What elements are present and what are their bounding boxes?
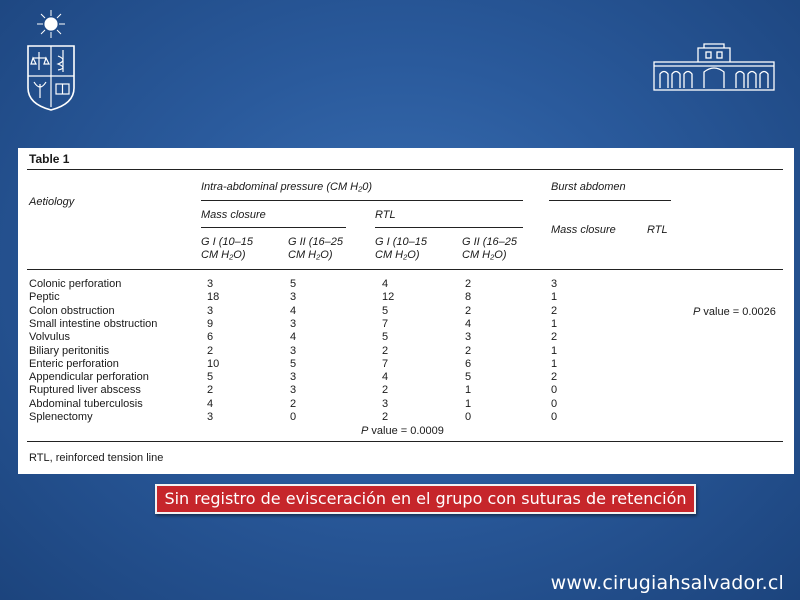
iap-header: Intra-abdominal pressure (CM H₂0) bbox=[201, 181, 373, 193]
row-label: Abdominal tuberculosis bbox=[29, 397, 143, 410]
row-value: 2 bbox=[465, 344, 472, 357]
row-label: Biliary peritonitis bbox=[29, 344, 110, 357]
table-bottom-rule bbox=[27, 441, 783, 442]
table-card bbox=[18, 148, 794, 474]
row-label: Volvulus bbox=[29, 331, 70, 344]
row-value: 4 bbox=[290, 331, 297, 344]
group-header bbox=[288, 236, 343, 262]
group-header-line: CM H₂O) bbox=[462, 249, 507, 261]
p-value-iap-text: value = 0.0009 bbox=[371, 425, 444, 437]
row-value: 10 bbox=[207, 357, 220, 370]
group-header bbox=[375, 236, 427, 262]
group-header-line: CM H₂O) bbox=[288, 249, 333, 261]
group-header bbox=[462, 236, 517, 262]
p-value-iap bbox=[361, 425, 444, 437]
row-value: 2 bbox=[382, 384, 389, 397]
row-value: 7 bbox=[382, 357, 389, 370]
row-value: 0 bbox=[551, 397, 558, 410]
row-value: 1 bbox=[551, 291, 558, 304]
row-value: 3 bbox=[465, 331, 472, 344]
row-value: 5 bbox=[207, 371, 214, 384]
row-value: 5 bbox=[465, 371, 472, 384]
row-value: 4 bbox=[207, 397, 214, 410]
row-value: 3 bbox=[290, 371, 297, 384]
burst-abdomen-header: Burst abdomen bbox=[551, 181, 626, 193]
row-value: 2 bbox=[551, 304, 558, 317]
row-value: 2 bbox=[465, 278, 472, 290]
row-value: 8 bbox=[465, 291, 472, 304]
row-value: 2 bbox=[290, 397, 297, 410]
row-value: 3 bbox=[290, 384, 297, 397]
rtl-label: RTL bbox=[375, 209, 396, 221]
row-value: 5 bbox=[290, 357, 297, 370]
row-value: 7 bbox=[382, 317, 389, 330]
row-value: 1 bbox=[551, 344, 558, 357]
row-value: 5 bbox=[382, 304, 389, 317]
website-url: www.cirugiahsalvador.cl bbox=[550, 572, 784, 594]
row-label: Peptic bbox=[29, 291, 60, 304]
group-header-line: G I (10–15 bbox=[375, 236, 427, 248]
row-label: Enteric perforation bbox=[29, 357, 119, 370]
row-value: 3 bbox=[290, 291, 297, 304]
burst-mass-closure-label: Mass closure bbox=[551, 224, 616, 236]
row-label: Colon obstruction bbox=[29, 304, 115, 317]
row-value: 18 bbox=[207, 291, 220, 304]
mass-closure-rule bbox=[201, 227, 346, 228]
row-value: 3 bbox=[207, 278, 214, 290]
group-header-line: G I (10–15 bbox=[201, 236, 253, 248]
row-value: 0 bbox=[551, 411, 558, 423]
row-value: 2 bbox=[207, 384, 214, 397]
row-value: 4 bbox=[382, 278, 389, 290]
row-value: 2 bbox=[382, 344, 389, 357]
group-header-line: G II (16–25 bbox=[462, 236, 518, 248]
conclusion-banner: Sin registro de evisceración en el grupo con suturas de retención bbox=[155, 484, 696, 514]
p-value-burst-text: value = 0.0026 bbox=[703, 306, 776, 318]
aetiology-header: Aetiology bbox=[29, 196, 75, 208]
row-value: 5 bbox=[382, 331, 389, 344]
row-value: 5 bbox=[290, 278, 297, 290]
burst-rtl-label: RTL bbox=[647, 224, 668, 236]
row-value: 1 bbox=[551, 357, 558, 370]
row-value: 3 bbox=[207, 411, 214, 423]
row-label: Appendicular perforation bbox=[29, 371, 149, 384]
header-bottom-rule bbox=[27, 269, 783, 270]
row-label: Colonic perforation bbox=[29, 278, 122, 290]
row-value: 6 bbox=[465, 357, 472, 370]
table-caption: Table 1 bbox=[29, 152, 70, 166]
row-value: 1 bbox=[465, 397, 472, 410]
p-letter: P bbox=[361, 425, 369, 437]
group-header-line: G II (16–25 bbox=[288, 236, 344, 248]
row-label: Splenectomy bbox=[29, 411, 93, 423]
row-value: 4 bbox=[465, 317, 472, 330]
row-value: 0 bbox=[465, 411, 472, 423]
row-label: Ruptured liver abscess bbox=[29, 384, 141, 397]
row-value: 0 bbox=[551, 384, 558, 397]
row-value: 9 bbox=[207, 317, 214, 330]
row-value: 6 bbox=[207, 331, 214, 344]
row-value: 3 bbox=[290, 317, 297, 330]
table-footnote: RTL, reinforced tension line bbox=[29, 452, 164, 464]
mass-closure-label: Mass closure bbox=[201, 209, 266, 221]
group-header-line: CM H₂O) bbox=[375, 249, 420, 261]
p-letter: P bbox=[693, 306, 701, 318]
row-value: 2 bbox=[551, 331, 558, 344]
group-header bbox=[201, 236, 253, 262]
row-value: 2 bbox=[382, 411, 389, 423]
burst-rule bbox=[549, 200, 671, 201]
row-value: 1 bbox=[551, 317, 558, 330]
row-value: 2 bbox=[465, 304, 472, 317]
p-value-burst bbox=[693, 306, 776, 318]
row-value: 0 bbox=[290, 411, 297, 423]
row-value: 3 bbox=[207, 304, 214, 317]
hospital-building-logo bbox=[652, 42, 776, 92]
row-value: 4 bbox=[382, 371, 389, 384]
row-value: 12 bbox=[382, 291, 395, 304]
iap-rule bbox=[201, 200, 523, 201]
table-top-rule bbox=[27, 169, 783, 170]
row-value: 3 bbox=[290, 344, 297, 357]
row-label: Small intestine obstruction bbox=[29, 317, 158, 330]
university-crest-logo bbox=[22, 8, 80, 112]
row-value: 3 bbox=[551, 278, 558, 290]
row-value: 2 bbox=[207, 344, 214, 357]
row-value: 4 bbox=[290, 304, 297, 317]
rtl-rule bbox=[375, 227, 523, 228]
row-value: 3 bbox=[382, 397, 389, 410]
group-header-line: CM H₂O) bbox=[201, 249, 246, 261]
row-value: 1 bbox=[465, 384, 472, 397]
row-value: 2 bbox=[551, 371, 558, 384]
